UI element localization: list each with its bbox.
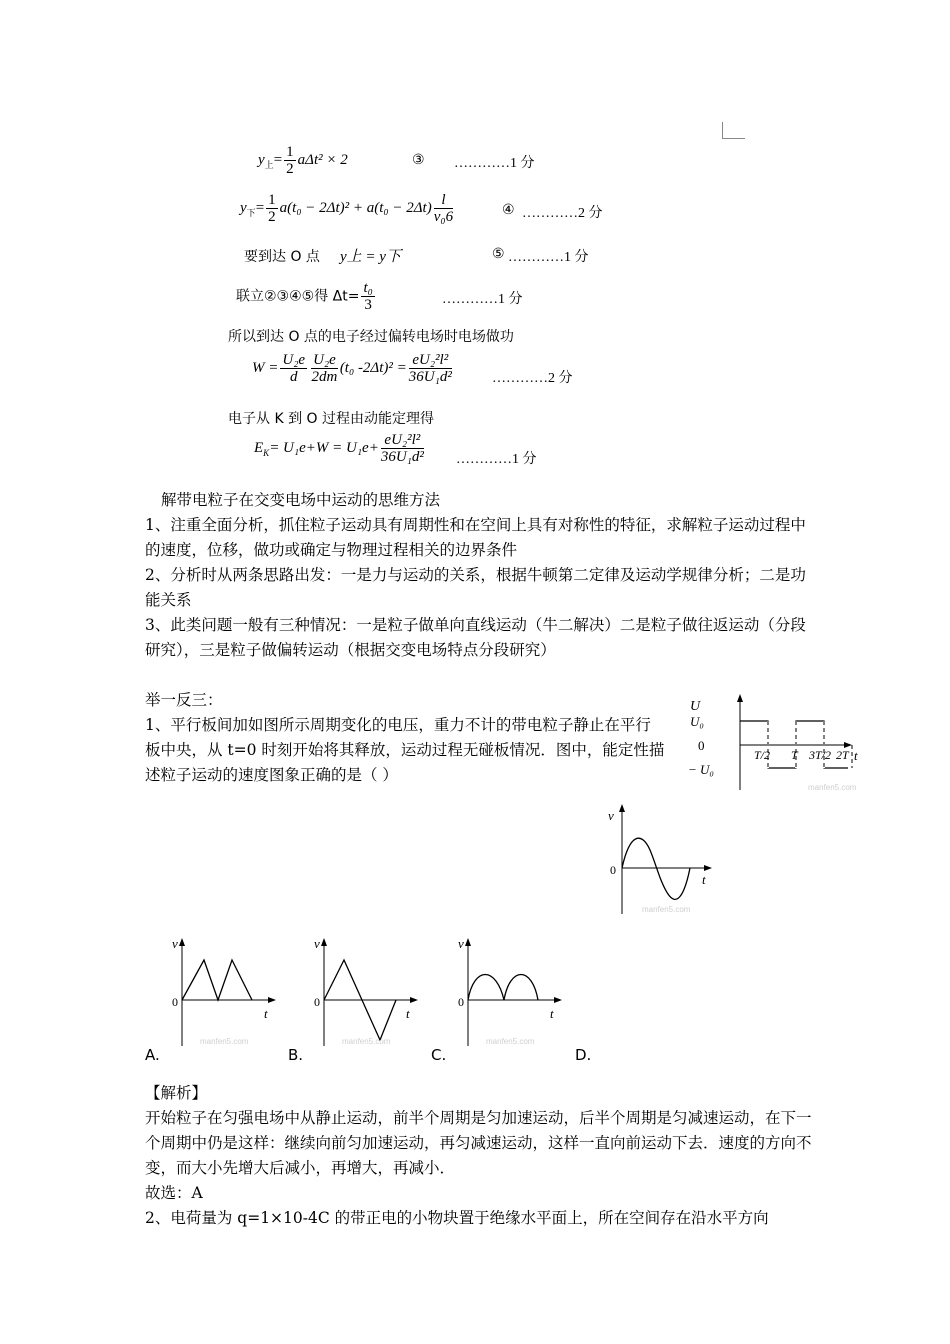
equation-2-score: …………2 分 [522, 206, 603, 221]
option-c-v-label: v [458, 936, 464, 951]
option-c-graph [456, 936, 572, 1048]
analysis-title: 【解析】 [145, 1084, 208, 1102]
option-a-label[interactable]: A. [145, 1046, 160, 1064]
energy-text: 电子从 K 到 O 过程由动能定理得 [228, 411, 435, 427]
option-d-t-label: t [702, 872, 706, 887]
work-score: …………2 分 [492, 371, 573, 386]
option-a-curve [182, 960, 252, 1000]
voltage-y-label: U [690, 699, 701, 714]
option-c-zero: 0 [458, 995, 464, 1009]
equation-1: $y_上=$ $\frac{1}{2}$ aΔt² × 2 [258, 144, 348, 177]
method-title: 解带电粒子在交变电场中运动的思维方法 [161, 491, 441, 509]
option-a-graph [170, 936, 286, 1048]
equation-2-number: ④ [502, 203, 515, 218]
option-a-t-label: t [264, 1006, 268, 1021]
option-d-graph [602, 802, 718, 917]
option-d-v-label: v [608, 808, 614, 823]
work-equation: W = $\frac{\text{U₂e}}{d}$ $\frac{\text{U₂e}}{2dm}$ (t₀ -2Δt)² = $\frac{\text{eU₂²l²}}{\text{36U₁d²}}$ [252, 352, 452, 385]
option-d-label[interactable]: D. [575, 1046, 592, 1064]
equation-5-number: ⑤ [492, 247, 505, 262]
tick-half-t: T/2 [754, 748, 771, 762]
u0-label: U₀ [690, 714, 704, 729]
watermark: manfen5.com [486, 1037, 535, 1046]
watermark: manfen5.com [642, 905, 691, 914]
tick-t: T [791, 748, 798, 762]
option-b-t-label: t [406, 1006, 410, 1021]
option-c-t-label: t [550, 1006, 554, 1021]
voltage-graph [688, 690, 868, 800]
equation-1-score: …………1 分 [454, 156, 535, 171]
equation-1-number: ③ [412, 153, 425, 168]
practice-heading: 举一反三： [145, 691, 223, 709]
combine-equation: 联立②③④⑤得 Δt= $\frac{\text{t₀}}{3}$ [236, 280, 373, 313]
option-b-v-label: v [314, 936, 320, 951]
answer-text: 故选：A [145, 1184, 203, 1202]
option-c-label[interactable]: C. [431, 1046, 447, 1064]
equation-2: $y_下=$ $\frac{1}{2}$ a(t₀ − 2Δt)² + a(t₀ − 2Δt) $\frac{l}{\text{v₀6}}$ [240, 192, 454, 225]
condition-text: 要到达 O 点 [244, 249, 320, 265]
method-point-2: 2、分析时从两条思路出发：一是力与运动的关系，根据牛顿第二定律及运动学规律分析；二是功能关系 [145, 566, 806, 609]
question-2: 2、电荷量为 q=1×10-4C 的带正电的小物块置于绝缘水平面上，所在空间存在沿水平方向 [145, 1209, 769, 1227]
question-1: 1、平行板间加如图所示周期变化的电压，重力不计的带电粒子静止在平行板中央，从 t=0 时刻开始将其释放，运动过程无碰板情况．图中，能定性描述粒子运动的速度图象正确的是（ ） [145, 716, 665, 784]
option-a-v-label: v [172, 936, 178, 951]
neg-u0-label: − U₀ [688, 762, 714, 777]
work-text: 所以到达 O 点的电子经过偏转电场时电场做功 [228, 329, 514, 345]
energy-score: …………1 分 [456, 452, 537, 467]
option-b-zero: 0 [314, 995, 320, 1009]
option-b-label[interactable]: B. [288, 1046, 304, 1064]
condition-equation: y上 = y下 [340, 249, 401, 265]
tick-2t: 2T [836, 748, 849, 762]
energy-equation: $E_K= U_1e+W = U_1e+$ $\frac{\text{eU₂²l²}}{\text{36U₁d²}}$ [254, 432, 424, 465]
analysis-text: 开始粒子在匀强电场中从静止运动，前半个周期是匀加速运动，后半个周期是匀减速运动，在下一个周期中仍是这样：继续向前匀加速运动，再匀减速运动，这样一直向前运动下去．速度的方向不变，而大小先增大后减小，再增大，再减小． [145, 1109, 812, 1177]
equation-5-score: …………1 分 [508, 250, 589, 265]
option-d-zero: 0 [610, 863, 616, 877]
option-a-zero: 0 [172, 995, 178, 1009]
method-point-1: 1、注重全面分析，抓住粒子运动具有周期性和在空间上具有对称性的特征，求解粒子运动过程中的速度，位移，做功或确定与物理过程相关的边界条件 [145, 516, 806, 559]
tick-3half-t: 3T/2 [809, 748, 832, 762]
voltage-t-label: t [854, 748, 858, 763]
watermark: manfen5.com [808, 783, 857, 792]
watermark: manfen5.com [342, 1037, 391, 1046]
combine-score: …………1 分 [442, 292, 523, 307]
watermark: manfen5.com [200, 1037, 249, 1046]
option-c-curve [468, 975, 538, 1001]
method-point-3: 3、此类问题一般有三种情况：一是粒子做单向直线运动（牛二解决）二是粒子做往返运动（分段研究），三是粒子做偏转运动（根据交变电场特点分段研究） [145, 616, 806, 659]
option-d-curve [622, 838, 690, 899]
option-b-graph [312, 936, 428, 1048]
page-corner-mark [722, 122, 745, 139]
voltage-zero: 0 [698, 738, 705, 753]
